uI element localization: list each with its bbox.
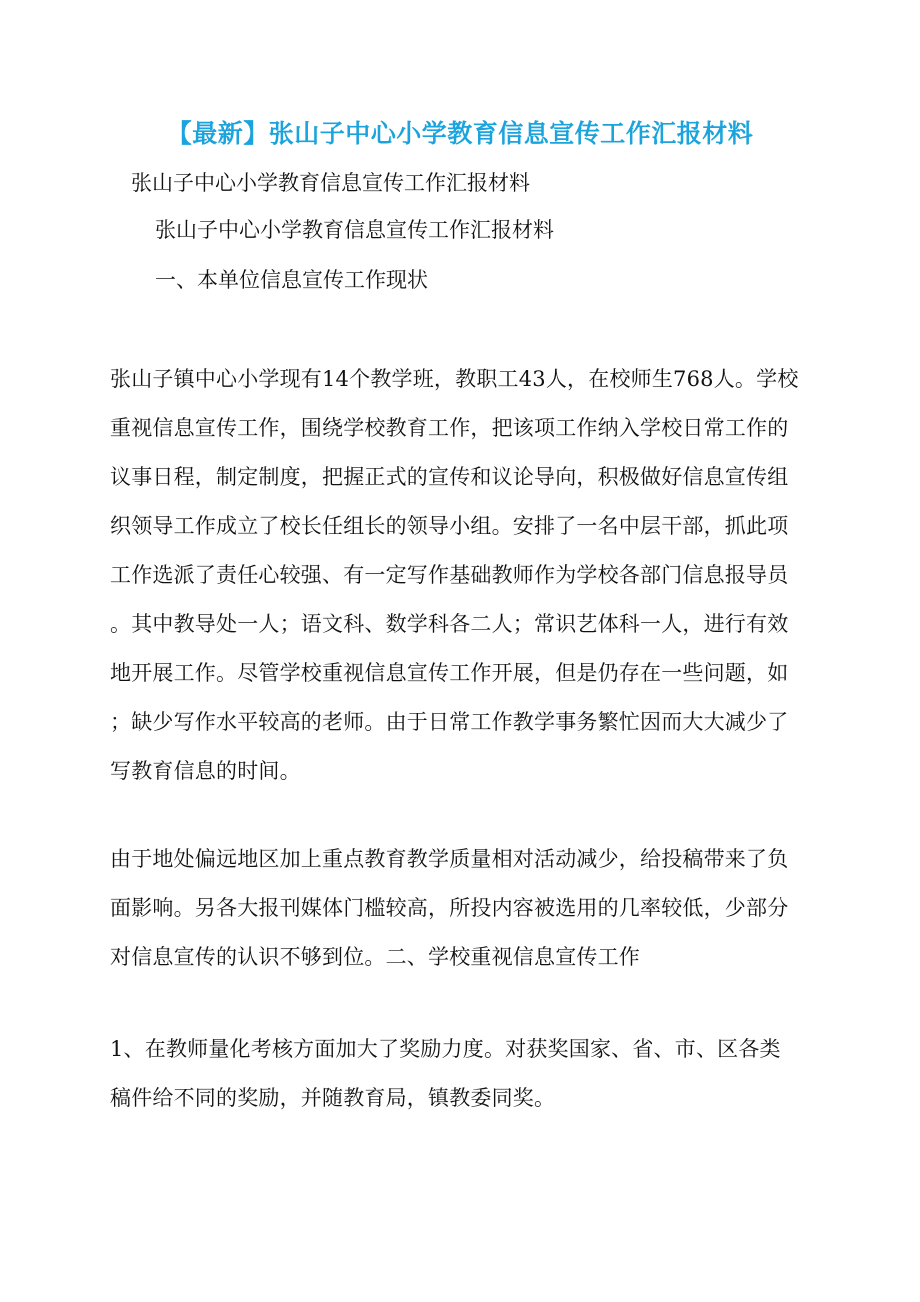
paragraph-line: 对信息宣传的认识不够到位。二、学校重视信息宣传工作 (110, 945, 640, 969)
paragraph-line: 重视信息宣传工作，围绕学校教育工作，把该项工作纳入学校日常工作的 (110, 416, 789, 440)
paragraph-line: 工作选派了责任心较强、有一定写作基础教师作为学校各部门信息报导员 (110, 563, 789, 587)
paragraph-line: 写教育信息的时间。 (110, 759, 301, 783)
paragraph-1 (110, 355, 810, 796)
paragraph-line: 。其中教导处一人；语文科、数学科各二人；常识艺体科一人，进行有效 (110, 612, 789, 636)
paragraph-line: ；缺少写作水平较高的老师。由于日常工作教学事务繁忙因而大大减少了 (110, 710, 789, 734)
paragraph-line: 面影响。另各大报刊媒体门槛较高，所投内容被选用的几率较低，少部分 (110, 896, 789, 920)
document-title: 【最新】张山子中心小学教育信息宣传工作汇报材料 (166, 119, 754, 148)
paragraph-line: 地开展工作。尽管学校重视信息宣传工作开展，但是仍存在一些问题，如 (110, 661, 789, 685)
paragraph-line: 议事日程，制定制度，把握正式的宣传和议论导向，积极做好信息宣传组 (110, 465, 789, 489)
paragraph-line: 由于地处偏远地区加上重点教育教学质量相对活动减少，给投稿带来了负 (110, 847, 789, 871)
paragraph-line: 张山子镇中心小学现有14个教学班，教职工43人，在校师生768人。学校 (110, 367, 799, 391)
paragraph-2 (110, 835, 810, 982)
document-subtitle-2: 张山子中心小学教育信息宣传工作汇报材料 (155, 218, 554, 242)
paragraph-line: 织领导工作成立了校长任组长的领导小组。安排了一名中层干部，抓此项 (110, 514, 789, 538)
paragraph-line: 1、在教师量化考核方面加大了奖励力度。对获奖国家、省、市、区各类 (110, 1037, 781, 1061)
section-heading-1: 一、本单位信息宣传工作现状 (155, 268, 428, 292)
paragraph-3 (110, 1025, 810, 1123)
document-subtitle-1: 张山子中心小学教育信息宣传工作汇报材料 (131, 171, 530, 195)
paragraph-line: 稿件给不同的奖励，并随教育局，镇教委同奖。 (110, 1086, 556, 1110)
